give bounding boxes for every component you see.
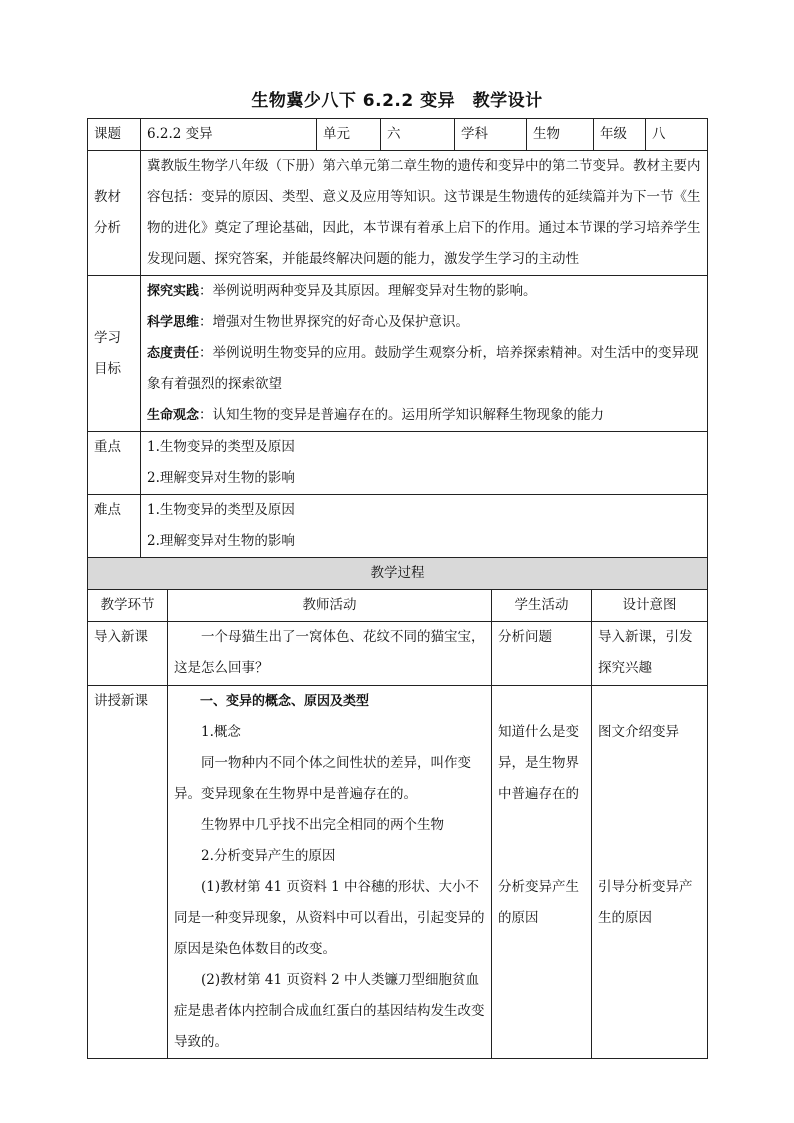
goal-item [147, 338, 701, 400]
document-title: 生物冀少八下 6.2.2 变异 教学设计 [251, 91, 543, 111]
goal-text: ：举例说明生物变异的应用。鼓励学生观察分析，培养探索精神。对生活中的变异现象有着强烈的探索欲望 [147, 345, 699, 392]
difficulty-item: 2.理解变异对生物的影响 [147, 533, 295, 549]
analysis-label [88, 151, 141, 276]
intro-stage: 导入新课 [88, 622, 168, 686]
cause-label: 2.分析变异产生的原因 [201, 848, 336, 864]
difficulty-item: 1.生物变异的类型及原因 [147, 502, 295, 518]
goal-text: ：举例说明两种变异及其原因。理解变异对生物的影响。 [199, 283, 537, 299]
intro-design-intent: 导入新课，引发探究兴趣 [592, 622, 708, 686]
goal-text: ：增强对生物世界探究的好奇心及保护意识。 [199, 314, 470, 330]
student-activity-1: 知道什么是变异，是生物界中普遍存在的 [498, 724, 579, 802]
column-header-stage: 教学环节 [88, 590, 168, 622]
cause-item-1: (1)教材第 41 页资料 1 中谷穗的形状、大小不同是一种变异现象，从资料中可以看出，引起变异的原因是染色体数目的改变。 [174, 879, 485, 957]
goals-list [141, 276, 708, 432]
difficulties-label: 难点 [88, 495, 141, 558]
goal-key: 生命观念 [147, 408, 200, 423]
subject-value: 生物 [527, 119, 594, 151]
difficulties-list [141, 495, 708, 558]
goal-item [147, 307, 701, 338]
unit-label: 单元 [317, 119, 381, 151]
column-header-teacher: 教师活动 [168, 590, 492, 622]
design-intent-1: 图文介绍变异 [598, 724, 679, 740]
subject-label: 学科 [455, 119, 527, 151]
column-header-intent: 设计意图 [592, 590, 708, 622]
key-point-item: 2.理解变异对生物的影响 [147, 470, 295, 486]
key-points-label: 重点 [88, 432, 141, 495]
goals-label-line-2: 目标 [94, 360, 121, 377]
topic-label: 课题 [88, 119, 141, 151]
lecture-design-intent [592, 686, 708, 1059]
concept-note: 生物界中几乎找不出完全相同的两个生物 [201, 817, 444, 833]
design-intent-2: 引导分析变异产生的原因 [598, 879, 693, 926]
goal-item [147, 400, 701, 431]
lecture-student-activity [492, 686, 592, 1059]
key-points-list [141, 432, 708, 495]
goal-key: 态度责任 [147, 346, 200, 361]
concept-label: 1.概念 [201, 724, 241, 740]
intro-student-activity: 分析问题 [492, 622, 592, 686]
intro-teacher-activity: 一个母猫生出了一窝体色、花纹不同的猫宝宝，这是怎么回事？ [168, 622, 492, 686]
teaching-process-table [87, 557, 708, 1059]
goal-key: 探究实践 [147, 284, 200, 299]
lesson-info-table [87, 118, 708, 558]
analysis-label-line-2: 分析 [94, 220, 121, 236]
goal-text: ：认知生物的变异是普遍存在的。运用所学知识解释生物现象的能力 [199, 407, 605, 423]
analysis-text: 冀教版生物学八年级（下册）第六单元第二章生物的遗传和变异中的第二节变异。教材主要内容包括：变异的原因、类型、意义及应用等知识。这节课是生物遗传的延续篇并为下一节《生物的进化》奠定了理论基础，因此，本节课有着承上启下的作用。通过本节课的学习培养学生发现问题、探究答案，并能最终解决问题的能力，激发学生学习的主动性 [141, 151, 708, 276]
topic-value: 6.2.2 变异 [141, 119, 317, 151]
goals-label [88, 276, 141, 432]
concept-text: 同一物种内不同个体之间性状的差异，叫作变异。变异现象在生物界中是普遍存在的。 [174, 755, 471, 802]
goal-key: 科学思维 [147, 315, 200, 330]
student-activity-2: 分析变异产生的原因 [498, 879, 579, 926]
column-header-student: 学生活动 [492, 590, 592, 622]
analysis-label-line-1: 教材 [94, 189, 121, 205]
lecture-teacher-activity [168, 686, 492, 1059]
lecture-heading: 一、变异的概念、原因及类型 [200, 694, 370, 709]
goal-item [147, 276, 701, 307]
goals-label-line-1: 学习 [94, 329, 121, 346]
key-point-item: 1.生物变异的类型及原因 [147, 439, 295, 455]
unit-value: 六 [381, 119, 455, 151]
grade-label: 年级 [594, 119, 646, 151]
lecture-stage: 讲授新课 [88, 686, 168, 1059]
grade-value: 八 [646, 119, 708, 151]
cause-item-2: (2)教材第 41 页资料 2 中人类镰刀型细胞贫血症是患者体内控制合成血红蛋白的基因结构发生改变导致的。 [174, 972, 485, 1050]
process-title: 教学过程 [88, 558, 708, 590]
